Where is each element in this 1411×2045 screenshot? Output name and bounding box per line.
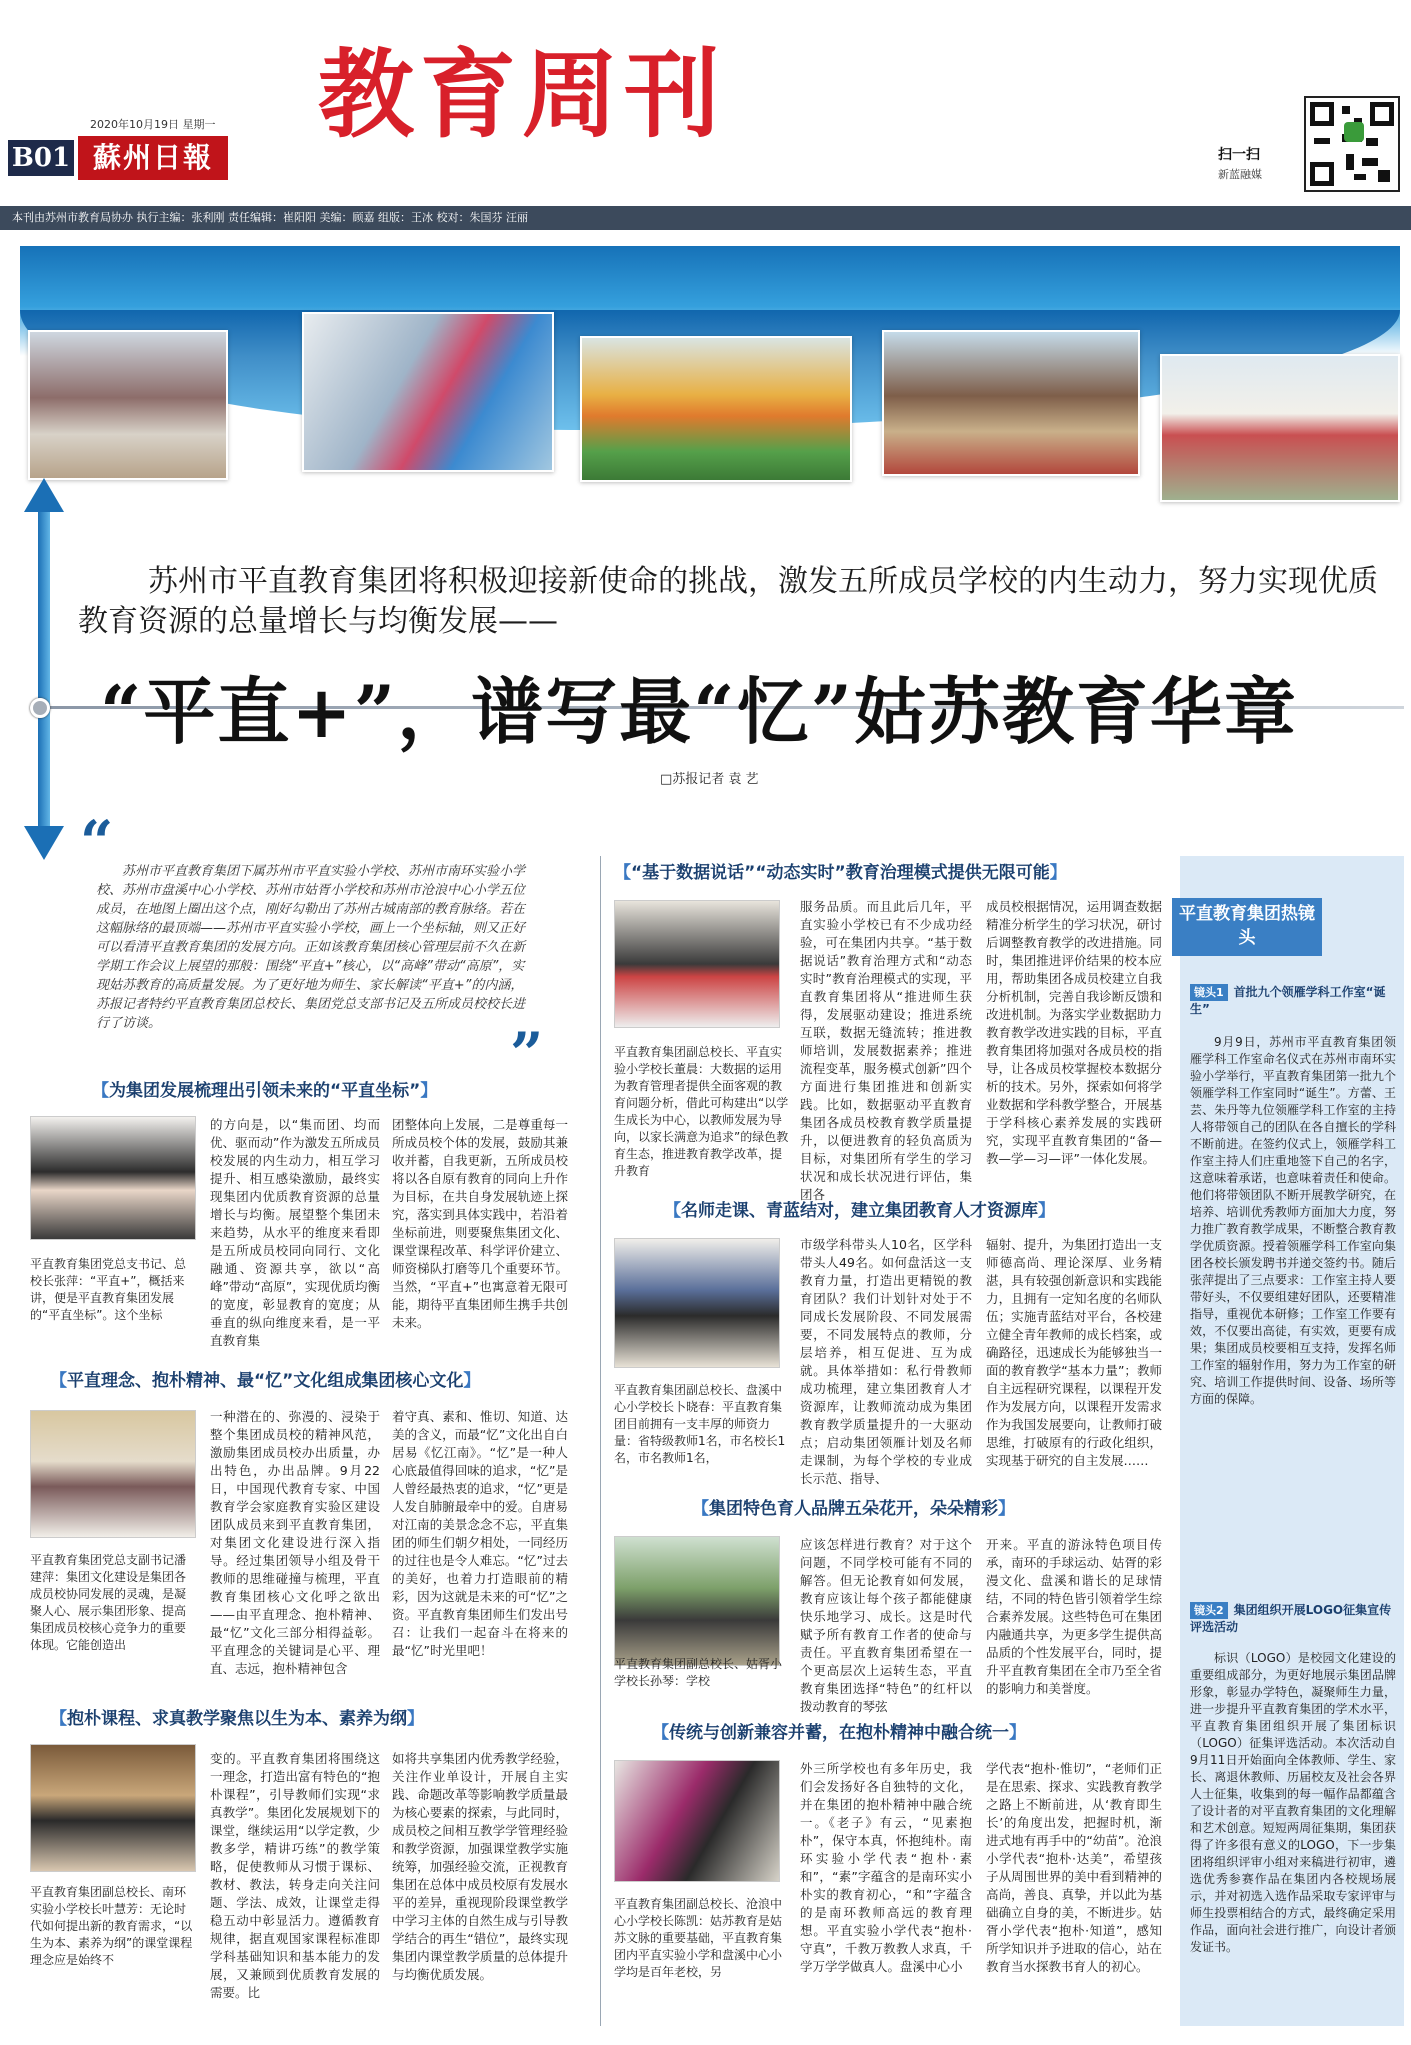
qr-caption: 扫一扫 [1218,147,1260,163]
section-heading: 【“基于数据说话”“动态实时”教育治理模式提供无限可能】 [614,863,1067,883]
section-text: 服务品质。而且此后几年，平直实验小学校已有不少成功经验，可在集团内共享。“基于数据说话”教育治理方式和“动态实时”教育治理模式的实现，平直教育集团将从“推进师生获得，发展驱动建设；推进系统互联，数据无缝流转；推进教师培训，发展数据素养；推进流程变革，服务模式创新”四个方面进行集团推进和创新实践。比如，数据驱动平直教育集团各成员校教育教学质量提升，以便进教育的轻负高质为目标，对集团所有学生的学习状况和成长状况进行评估，集团各 [800,899,972,1202]
section-text: 一种潜在的、弥漫的、浸染于整个集团成员校的精神风范，激励集团成员校办出质量，办出特色，办出品牌。9月22日，中国现代教育专家、中国教育学会家庭教育实验区建设团队成员来到平直教育集团，对集团文化建设进行深入指导。经过集团领导小组及骨干教师的思维碰撞与梳理，平直教育集团核心文化呼之欲出——由平直理念、抱朴精神、最“忆”文化三部分相得益彰。平直理念的关键词是心平、理直、志远，抱朴精神包含 [210,1409,380,1676]
photo-caption: 平直教育集团党总支副书记潘建萍：集团文化建设是集团各成员校协同发展的灵魂，是凝聚人心、展示集团形象、提高集团成员校核心竞争力的重要体现。它能创造出 [30,1553,187,1652]
photo-caption: 平直教育集团副总校长、盘溪中心小学校长卜晓春：平直教育集团目前拥有一支丰厚的师资力量：省特级教师1名，市名校长1名，市名教师1名， [614,1383,786,1465]
sidebar-item-text: 9月9日，苏州市平直教育集团领雁学科工作室命名仪式在苏州市南环实验小学举行，平直教育集团第一批九个领雁学科工作室同时“诞生”。方蕾、王芸、朱丹等九位领雁学科工作室的主持人将带领自己的团队在各自擅长的学科不断前进。在签约仪式上，领雁学科工作室主持人们庄重地签下自己的名字，这意味着承诺，也意味着责任和使命。他们将带领团队不断开展教学研究，在培养、培训优秀教师方面加大力度，努力推广教育教学成果，不断整合教育教学优质资源。授着领雁学科工作室向集团各校长颁发聘书并递交签约书。随后张萍提出了三点要求：工作室主持人要带好头，不仅要组建好团队，还要精准指导，重视优本研修；工作室工作要有效，不仅要出高徒，有实效，更要有成果；集团成员校要相互支持，发挥名师工作室的辐射作用，努力为工作室的研究、培训工作提供时间、设备、场所等方面的保障。 [1190,1035,1396,1406]
portrait-photo [614,1536,780,1666]
section-title: 教育周刊 [318,39,726,151]
section-text: 变的。平直教育集团将围绕这一理念，打造出富有特色的“抱朴课程”，引导教师们实现“求真教学”。集团化发展规划下的课堂，继续运用“以学定教，少教多学，精讲巧练”的教学策略，促使教师从习惯于课标、教材、教法，转身走向关注问题、学法、成效，让课堂走得稳五动中彰显活力。遵循教育规律，据直观国家课程标准即学科基础知识和基本能力的发展，又兼顾到优质教育发展的需要。比 [210,1751,380,2000]
section-heading: 【集团特色育人品牌五朵花开，朵朵精彩】 [692,1499,1015,1519]
campus-photo [882,330,1140,476]
section-text: 着守真、素和、惟切、知道、达美的含义，而最“忆”文化出自白居易《忆江南》。“忆”是一种人心底最值得回味的追求，“忆”是人曾经最热衷的追求，“忆”更是人发自肺腑最牵中的爱。自唐易对江南的美景念念不忘，平直集团的师生们朝夕相处，一同经历的过往也是令人难忘。“忆”过去的美好，也着力打造眼前的精彩，因为这就是未来的可“忆”之资。平直教育集团师生们发出号召：让我们一起奋斗在将来的最“忆”时光里吧！ [392,1409,568,1658]
photo-caption: 平直教育集团副总校长、姑胥小学校长孙琴：学校 [614,1657,783,1688]
section-text: 团整体向上发展，二是尊重每一所成员校个体的发展，鼓励其兼收并蓄，自我更新，五所成员校将以各自原有教育的同向上升作为目标，在共自身发展轨迹上探究，落实到具体实践中，若沿着坐标前进，则要聚焦集团文化、课堂课程改革、科学评价建立、师资梯队打磨等几个重要环节。当然，“平直+”也寓意着无限可能，期待平直集团师生携手共创未来。 [392,1117,568,1330]
sidebar-item-text: 标识（LOGO）是校园文化建设的重要组成部分，为更好地展示集团品牌形象，彰显办学特色，凝聚师生力量，进一步提升平直教育集团的学术水平，平直教育集团组织开展了集团标识（LOGO）征集评选活动。本次活动自9月11日开始面向全体教师、学生、家长、离退休教师、历届校友及社会各界人士征集，收集到的每一幅作品都蕴含了设计者的对平直教育集团的文化理解和艺术创意。短短两周征集期，集团获得了许多很有意义的LOGO，下一步集团将组织评审小组对来稿进行初审，遴选优秀参赛作品在集团内各校规场展示，并对初选入选作品采取专家评审与师生投票相结合的方式，最终确定采用作品，面向社会进行推广，向设计者颁发证书。 [1190,1651,1396,1954]
portrait-photo [30,1744,196,1872]
section-text: 开来。平直的游泳特色项目传承，南环的手球运动、姑胥的彩漫文化、盘溪和谐长的足球情结，不同的特色皆引领着学生综合素养发展。这些特色可在集团内融通共享，为更多学生提供高品质的个性发展平台，同时，提升平直教育集团在全市乃至全省的影响力和美誉度。 [986,1537,1162,1696]
football-team-photo [580,336,852,482]
photo-caption: 平直教育集团副总校长、沧浪中心小学校长陈凯：姑苏教育是姑苏文脉的重要基础，平直教育集团内平直实验小学和盘溪中心小学均是百年老校，另 [614,1897,783,1979]
section-text: 市级学科带头人10名，区学科带头人49名。如何盘活这一支教育力量，打造出更精锐的教育团队？我们计划针对处于不同成长发展阶段、不同发展需要，不同发展特点的教师，分层培养，相互促进、互为成就。具体举措如：私行骨教师成功梳理，建立集团教育人才资源库，让教师流动成为集团教育教学质量提升的一大驱动点；启动集团领雁计划及名师走课制，为每个学校的专业成长示范、指导、 [800,1237,972,1486]
article-kicker: 苏州市平直教育集团将积极迎接新使命的挑战，激发五所成员学校的内生动力，努力实现优质教育资源的总量增长与均衡发展—— [78,564,1378,639]
section-text: 如将共享集团内优秀教学经验，关注作业单设计，开展自主实践、命题改革等影响教学质量最为核心要素的探索，与此同时，成员校之间相互教学学管理经验和教学资源，加强课堂教学实施统筹，加强经验交流，正视教育集团在总体中成员校原有发展水平的差异，重视现阶段课堂教学中学习主体的自然生成与引导教学结合的再生“错位”，最终实现集团内课堂教学质量的总体提升与均衡优质发展。 [392,1751,568,1982]
arrow-up-icon [24,478,64,512]
photo-caption: 平直教育集团副总校长、平直实验小学校长董晨：大数据的运用为教育管理者提供全面客观的教育问题分析，借此可构建出“以学生成长为中心，以教师发展为导向，以家长满意为追求”的绿色教育生态，推进教育教学改革，提升教育 [614,1045,789,1178]
quote-close-icon: ” [510,1020,544,1088]
photo-caption: 平直教育集团党总支书记、总校长张萍：“平直+”，概括来讲，便是平直教育集团发展的“平直坐标”。这个坐标 [30,1257,187,1322]
portrait-photo [614,1238,780,1368]
arrow-down-icon [24,826,64,860]
section-text: 外三所学校也有多年历史，我们会发扬好各自独特的文化，并在集团的抱朴精神中融合统一。《老子》有云，“见素抱朴”，保守本真，怀抱纯朴。南环实验小学代表“抱朴·素和”，“素”字蕴含的是南环实小朴实的教育初心，“和”字蕴含的是南环教师高远的教育理想。平直实验小学代表“抱朴·守真”，千教万教教人求真，千学万学学做真人。盘溪中心小 [800,1761,972,1974]
students-running-photo [1160,354,1400,502]
section-heading: 【名师走课、青蓝结对，建立集团教育人才资源库】 [664,1201,1055,1221]
section-heading: 【平直理念、抱朴精神、最“忆”文化组成集团核心文化】 [50,1371,481,1391]
section-text: 成员校根据情况，运用调查数据精准分析学生的学习状况，研讨后调整教育教学的改进措施。同时，集团推进评价结果的校本应用，帮助集团各成员校建立自我分析机制，完善自我诊断反馈和改进机制。为落实学业数据助力教育教学改进实践的目标，平直教育集团将加强对各成员校的指导，让各成员校掌握校本数据分析的技术。另外，探索如何将学业数据和学科教学整合，开展基于学科核心素养发展的实践研究，实现平直教育集团的“备—教—学—习—评”一体化发展。 [986,899,1162,1166]
newspaper-logo: 蘇州日報 [78,136,228,180]
school-gate-photo [28,330,228,480]
section-text: 的方向是，以“集而团、均而优、驱而动”作为激发五所成员校发展的内生动力，相互学习提升、相互感染激励，最终实现集团内优质教育资源的总量增长与均衡。展望整个集团未来趋势，从水平的维度来看即是五所成员校同向同行、文化融通、资源共享，欲以“高峰”带动“高原”，实现优质均衡的宽度，彰显教育的宽度；从垂直的纵向维度来看，是一平直教育集 [210,1117,380,1348]
sidebar-header: 平直教育集团热镜头 [1172,898,1322,956]
article-byline: □苏报记者 袁 艺 [660,772,759,787]
portrait-photo [614,1760,780,1882]
column-divider [600,856,601,2026]
portrait-photo [30,1410,196,1538]
section-heading: 【传统与创新兼容并蓄，在抱朴精神中融合统一】 [652,1723,1026,1743]
sidebar-item-title: 镜头1 首批九个领雁学科工作室“诞生” [1190,985,1386,1016]
section-text: 辐射、提升，为集团打造出一支师德高尚、理论深厚、业务精湛，具有较强创新意识和实践能力，且拥有一定知名度的名师队伍；实施青蓝结对平台，各校建立健全青年教师的成长档案，或确路径，迅速成长为能够独当一面的教育教学“基本力量”；教师自主远程研究课程，以课程开发作为发展方向，以课程开发需求作为我国发展要向，让教师打破思维，打破原有的行政化组织，实现基于研究的自主发展…… [986,1237,1162,1468]
vertical-axis-line [38,500,50,840]
qr-code-icon[interactable] [1304,96,1400,192]
page-number: B01 [8,140,74,176]
axis-origin-icon [30,698,50,718]
section-text: 学代表“抱朴·惟切”，“老师们正是在思索、探求、实践教育教学之路上不断前进，从‘教育即生长’的角度出发，把握时机，渐进式地有再手中的“幼苗”。沧浪小学代表“抱朴·达美”，希望孩子从周围世界的美中看到精神的高尚，善良、真挚，并以此为基础确立自身的美，不断进步。姑胥小学代表“抱朴·知道”，感知所学知识并予进取的信心，站在教育当水探教书育人的初心。 [986,1761,1162,1974]
article-headline: “平直+”，谱写最“忆”姑苏教育华章 [100,669,1298,754]
article-lead: 苏州市平直教育集团下属苏州市平直实验小学校、苏州市南环实验小学校、苏州市盘溪中心小学校、苏州市姑胥小学校和苏州市沧浪中心小学五位成员，在地图上圈出这个点，刚好勾勒出了苏州古城南部的教育脉络。若在这幅脉络的最顶端——苏州市平直实验小学校，画上一个坐标轴，则又正好可以看清平直教育集团的发展方向。正如该教育集团核心管理层前不久在新学期工作会议上展望的那般：围绕“平直+”核心，以“高峰”带动“高原”，实现姑苏教育的高质量发展。为了更好地为师生、家长解读“平直+”的内涵，苏报记者特约平直教育集团总校长、集团党总支部书记及五所成员校校长进行了访谈。 [96,864,526,1031]
staff-credits: 本刊由苏州市教育局协办 执行主编：张利刚 责任编辑：崔阳阳 美编：顾嘉 组版：王冰 校对：朱国芬 汪丽 [0,206,1411,230]
section-heading: 【为集团发展梳理出引领未来的“平直坐标”】 [92,1081,438,1101]
qr-subcaption: 新蓝融媒 [1218,168,1262,181]
photo-caption: 平直教育集团副总校长、南环实验小学校长叶慧芳：无论时代如何提出新的教育需求，“以生为本、素养为纲”的课堂课程理念应是始终不 [30,1885,193,1967]
portrait-photo [30,1116,196,1240]
school-building-photo [302,312,554,472]
sidebar-item-title: 镜头2 集团组织开展LOGO征集宣传评选活动 [1190,1603,1392,1634]
section-text: 应该怎样进行教育？对于这个问题，不同学校可能有不同的解答。但无论教育如何发展，教育应该让每个孩子都能健康快乐地学习、成长。这是时代赋予所有教育工作者的使命与责任。平直教育集团希望在一个更高层次上运转生态，平直教育集团选择“特色”的红杆以拨动教育的琴弦 [800,1537,972,1714]
portrait-photo [614,900,780,1028]
quote-open-icon: “ [80,808,114,876]
section-heading: 【抱朴课程、求真教学聚焦以生为本、素养为纲】 [50,1709,424,1729]
issue-date: 2020年10月19日 星期一 [90,118,216,131]
